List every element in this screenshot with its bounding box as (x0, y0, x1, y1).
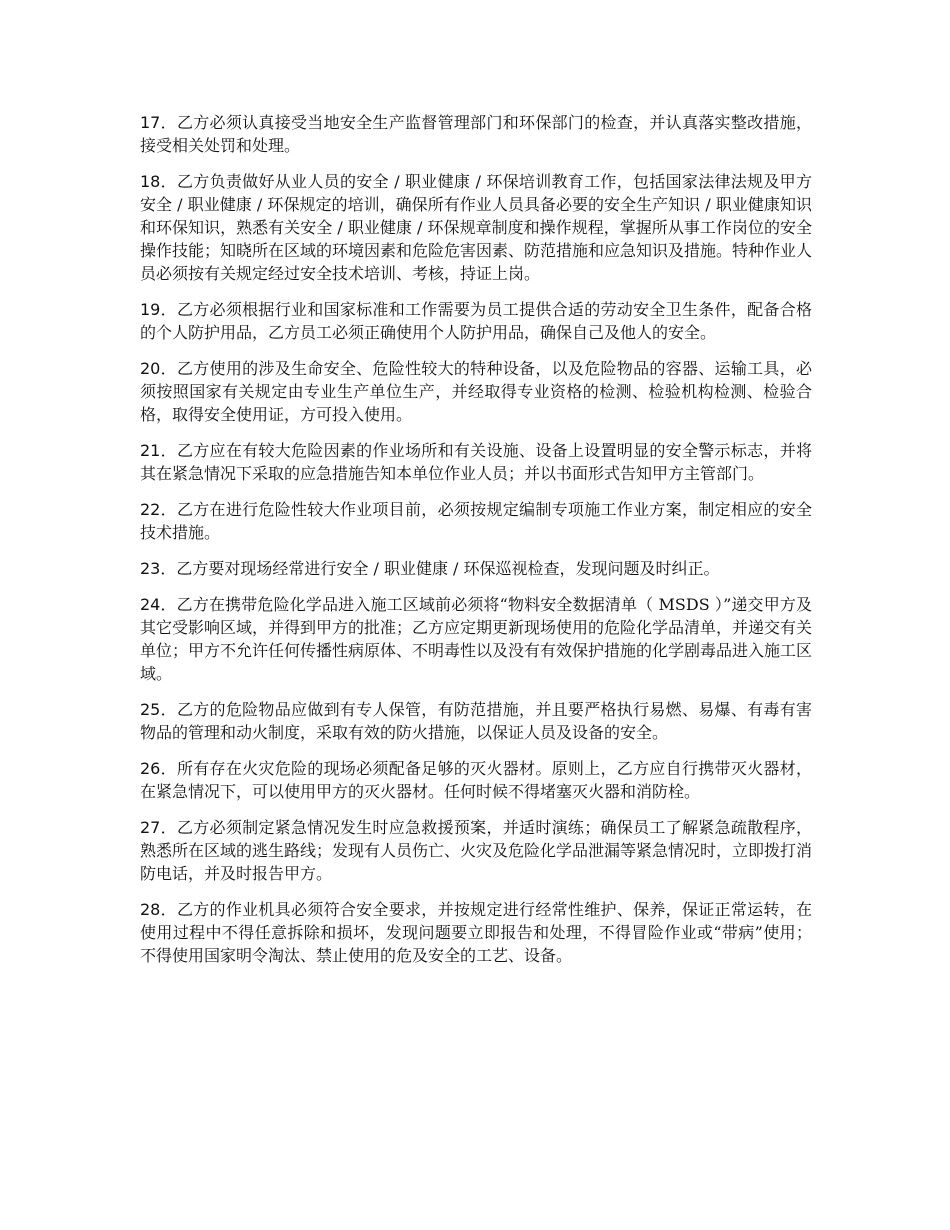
paragraph-number: 21． (140, 441, 177, 460)
paragraph-text: 乙方要对现场经常进行安全 / 职业健康 / 环保巡视检查，发现问题及时纠正。 (176, 559, 720, 578)
paragraph-20 (140, 357, 812, 426)
paragraph-text: 所有存在火灾危险的现场必须配备足够的灭火器材。原则上，乙方应自行携带灭火器材，在紧急情况下，可以使用甲方的灭火器材。任何时候不得堵塞灭火器和消防栓。 (140, 759, 812, 801)
paragraph-25 (140, 698, 812, 744)
paragraph-text: 乙方应在有较大危险因素的作业场所和有关设施、设备上设置明显的安全警示标志，并将其在紧急情况下采取的应急措施告知本单位作业人员；并以书面形式告知甲方主管部门。 (140, 441, 812, 483)
paragraph-text: 乙方的危险物品应做到有专人保管，有防范措施，并且要严格执行易燃、易爆、有毒有害物品的管理和动火制度，采取有效的防火措施，以保证人员及设备的安全。 (140, 700, 812, 742)
paragraph-26 (140, 757, 812, 803)
paragraph-text: 乙方在携带危险化学品进入施工区域前必须将“物料安全数据清单（ MSDS ）”递交甲方及其它受影响区域，并得到甲方的批准；乙方应定期更新现场使用的危险化学品清单，并递交有关单位；甲方不允许任何传播性病原体、不明毒性以及没有有效保护措施的化学剧毒品进入施工区域。 (140, 595, 813, 683)
paragraph-19 (140, 298, 812, 344)
paragraph-text: 乙方的作业机具必须符合安全要求，并按规定进行经常性维护、保养，保证正常运转，在使用过程中不得任意拆除和损坏，发现问题要立即报告和处理，不得冒险作业或“带病”使用；不得使用国家明令淘汰、禁止使用的危及安全的工艺、设备。 (140, 900, 812, 965)
paragraph-17 (140, 111, 812, 157)
paragraph-text: 乙方负责做好从业人员的安全 / 职业健康 / 环保培训教育工作，包括国家法律法规及甲方安全 / 职业健康 / 环保规定的培训，确保所有作业人员具备必要的安全生产知识 / 职业健康知识和环保知识，熟悉有关安全 / 职业健康 / 环保规章制度和操作规程，掌握所从事工作岗位的安全操作技能；知晓所在区域的环境因素和危险危害因素、防范措施和应急知识及措施。特种作业人员必须按有关规定经过安全技术培训、考核，持证上岗。 (140, 172, 813, 283)
paragraph-number: 24． (140, 595, 177, 614)
paragraph-18 (140, 170, 812, 285)
paragraph-text: 乙方在进行危险性较大作业项目前，必须按规定编制专项施工作业方案，制定相应的安全技术措施。 (140, 500, 812, 542)
paragraph-23 (140, 557, 812, 580)
paragraph-text: 乙方必须认真接受当地安全生产监督管理部门和环保部门的检查，并认真落实整改措施，接受相关处罚和处理。 (140, 113, 812, 155)
paragraph-21 (140, 439, 812, 485)
paragraph-number: 23． (140, 559, 177, 578)
paragraph-27 (140, 816, 812, 885)
paragraph-28 (140, 898, 812, 967)
paragraph-number: 26． (140, 759, 177, 778)
paragraph-number: 18． (140, 172, 177, 191)
paragraph-text: 乙方必须根据行业和国家标准和工作需要为员工提供合适的劳动安全卫生条件，配备合格的个人防护用品，乙方员工必须正确使用个人防护用品，确保自己及他人的安全。 (140, 300, 812, 342)
paragraph-number: 17． (140, 113, 177, 132)
paragraph-text: 乙方使用的涉及生命安全、危险性较大的特种设备，以及危险物品的容器、运输工具，必须按照国家有关规定由专业生产单位生产，并经取得专业资格的检测、检验机构检测、检验合格，取得安全使用证，方可投入使用。 (140, 359, 812, 424)
paragraph-number: 20． (140, 359, 177, 378)
paragraph-number: 22． (140, 500, 177, 519)
paragraph-22 (140, 498, 812, 544)
paragraph-number: 19． (140, 300, 177, 319)
paragraph-text: 乙方必须制定紧急情况发生时应急救援预案，并适时演练；确保员工了解紧急疏散程序，熟悉所在区域的逃生路线；发现有人员伤亡、火灾及危险化学品泄漏等紧急情况时，立即拨打消防电话，并及时报告甲方。 (140, 818, 813, 883)
paragraph-number: 25． (140, 700, 177, 719)
paragraph-24 (140, 593, 812, 685)
paragraph-number: 27． (140, 818, 177, 837)
paragraph-number: 28． (140, 900, 177, 919)
